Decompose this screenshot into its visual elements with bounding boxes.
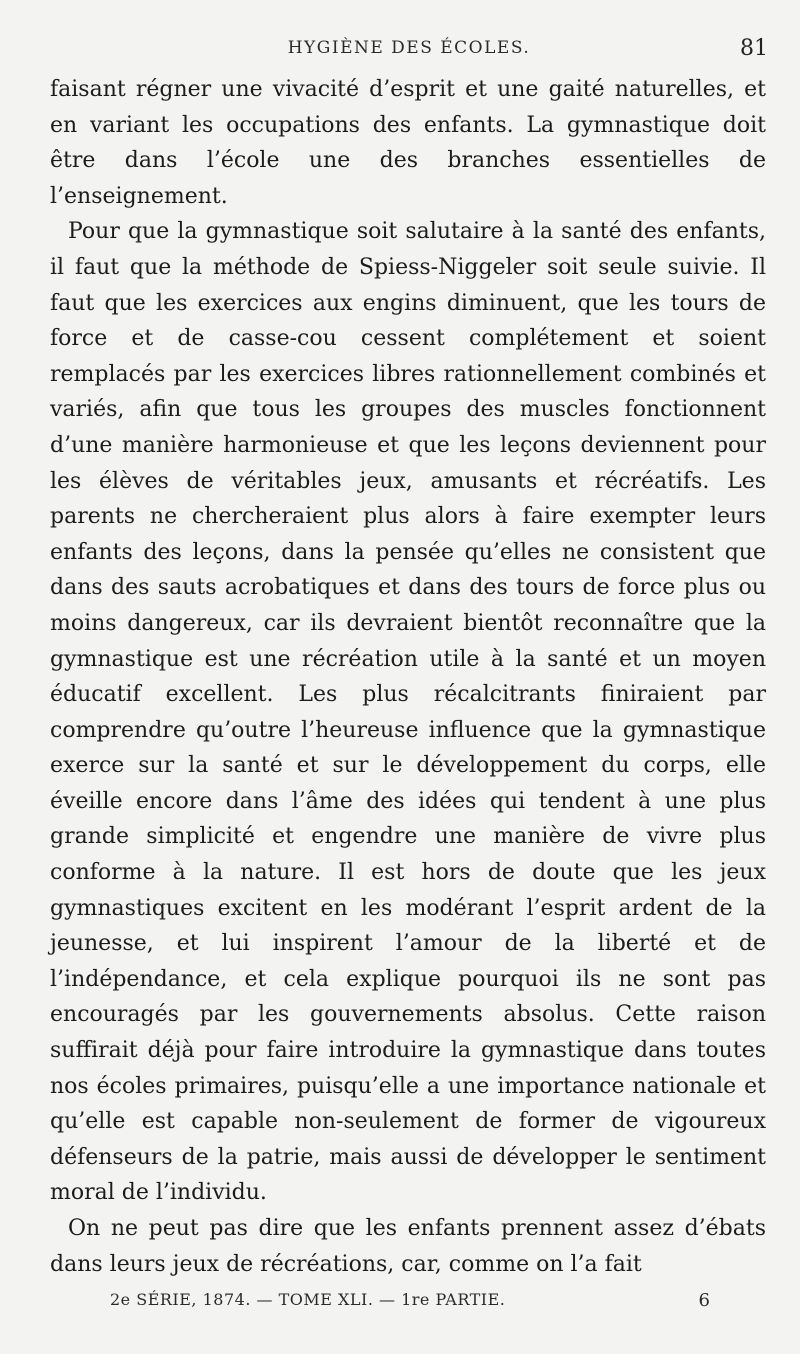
page-header (50, 38, 768, 68)
body-text (50, 72, 766, 1282)
paragraph-2: Pour que la gymnastique soit salutaire à la santé des enfants, il faut que la méthode de Spiess-Niggeler soit seule suivie. Il faut que les exercices aux engins diminuent, que les tours de force et de casse-cou cessent complétement et soient remplacés par les exercices libres rationnellement combinés et variés, afin que tous les groupes des muscles fonctionnent d’une manière harmonieuse et que les leçons deviennent pour les élèves de véritables jeux, amusants et récréatifs. Les parents ne chercheraient plus alors à faire exempter leurs enfants des leçons, dans la pensée qu’elles ne consistent que dans des sauts acrobatiques et dans des tours de force plus ou moins dangereux, car ils devraient bientôt reconnaître que la gymnastique est une récréation utile à la santé et un moyen éducatif excellent. Les plus récalcitrants finiraient par comprendre qu’outre l’heureuse influence que la gymnastique exerce sur la santé et sur le développement du corps, elle éveille encore dans l’âme des idées qui tendent à une plus grande simplicité et engendre une manière de vivre plus conforme à la nature. Il est hors de doute que les jeux gymnastiques excitent en les modérant l’esprit ardent de la jeunesse, et lui inspirent l’amour de la liberté et de l’indépendance, et cela explique pourquoi ils ne sont pas encouragés par les gouvernements absolus. Cette raison suffirait déjà pour faire introduire la gymnastique dans toutes nos écoles primaires, puisqu’elle a une importance nationale et qu’elle est capable non-seulement de former de vigoureux défenseurs de la patrie, mais aussi de développer le sentiment moral de l’individu. (50, 219, 766, 1206)
paragraph-1: faisant régner une vivacité d’esprit et une gaité naturelles, et en variant les occupations des enfants. La gymnastique doit être dans l’école une des branches essentielles de l’enseignement. (50, 77, 766, 209)
signature-mark: 6 (698, 1290, 710, 1311)
paragraph-3: On ne peut pas dire que les enfants prennent assez d’ébats dans leurs jeux de récréations, car, comme on l’a fait (50, 1216, 766, 1277)
page-number: 81 (740, 36, 768, 61)
running-head: HYGIÈNE DES ÉCOLES. (287, 38, 531, 58)
page-footer (110, 1290, 710, 1316)
printer-signature: 2e SÉRIE, 1874. — TOME XLI. — 1re PARTIE. (110, 1290, 506, 1309)
